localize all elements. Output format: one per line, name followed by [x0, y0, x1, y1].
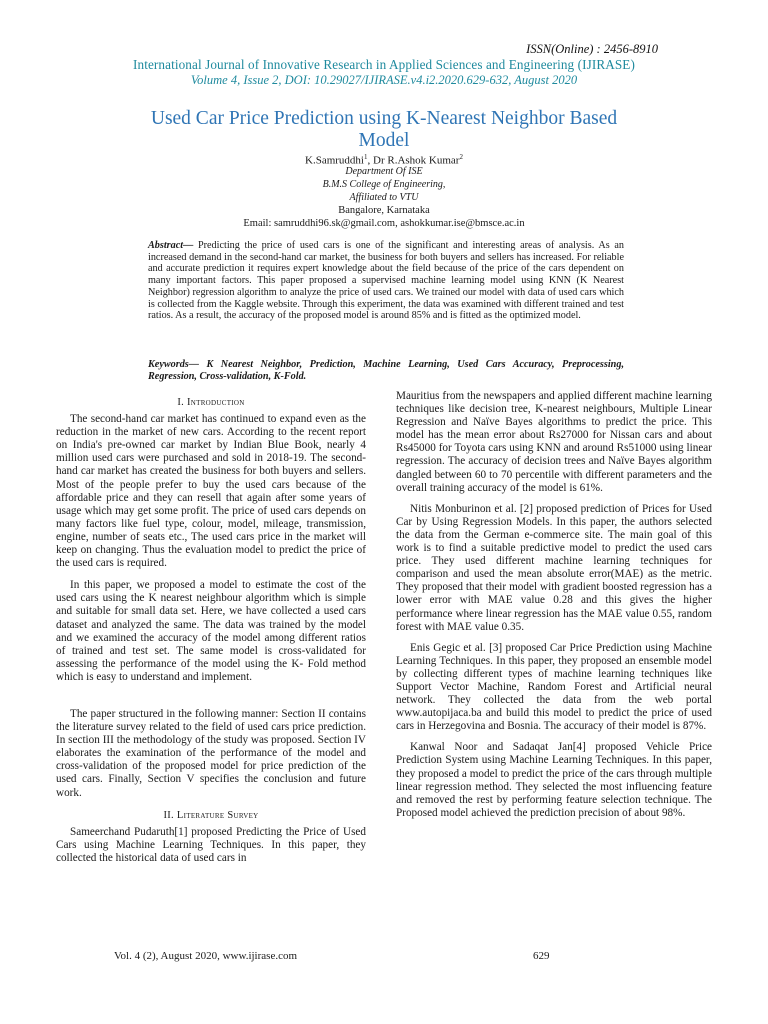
paper-title: [110, 108, 658, 152]
section-heading-introduction: I. Introduction: [177, 397, 245, 408]
page-number: 629: [533, 950, 550, 962]
title-line-2: Model: [358, 130, 410, 151]
right-paragraph-2: Nitis Monburinon et al. [2] proposed prediction of Prices for Used Car by Using Regression Models. In this paper, the authors selected the data from the German e-commerce site. The main goal of this work is to find a suitable predictive model to predict the used cars price. They used different machine learning techniques for comparison and used the mean absolute error(MAE) as the metric. They proposed that their model with gradient boosted regression has a lower error with MAE value 0.28 and this gives the higher performance where linear regression has the MAE value 0.55, random forest with MAE value 0.35.: [396, 502, 712, 633]
footer-citation: Vol. 4 (2), August 2020, www.ijirase.com: [114, 950, 298, 962]
right-column: [396, 390, 712, 820]
intro-paragraph-3: The paper structured in the following manner: Section II contains the literature survey related to the field of used cars price prediction. In section III the methodology of the study was proposed. Section IV elaborates the examination of the performance of the model and cross-validation of the proposed model for price prediction of the used cars. Finally, Section V specifies the conclusion and future work.: [56, 707, 366, 799]
author-2-sup: 2: [459, 153, 463, 161]
keywords: Keywords— K Nearest Neighbor, Prediction, Machine Learning, Used Cars Accuracy, Preprocessing, Regression, Cross-validation, K-Fold.: [148, 359, 624, 382]
abstract-text: Predicting the price of used cars is one of the significant and interesting areas of analysis. As an increased demand in the second-hand car market, the business for both buyers and sellers has increased. For reliable and accurate prediction it requires expert knowledge about the field because of the price of the cars dependent on many important factors. This paper proposed a supervised machine learning model using KNN (K Nearest Neighbor) regression algorithm to analyze the price of used cars. We trained our model with data of used cars which is collected from the Kaggle website. Through this experiment, the data was examined with different trained and test ratios. As a result, the accuracy of the proposed model is around 85% and is fitted as the optimized model.: [148, 240, 624, 322]
abstract-label: Abstract—: [148, 240, 194, 251]
right-paragraph-3: Enis Gegic et al. [3] proposed Car Price Prediction using Machine Learning Techniques. In this paper, they proposed an ensemble model by collecting different types of machine learning techniques like Support Vector Machine, Random Forest and Artificial neural network. They collected the data from the web portal www.autopijaca.ba and build this model to predict the price of used cars in Herzegovina and Bosnia. The accuracy of their model is 87%.: [396, 641, 712, 733]
college: B.M.S College of Engineering,: [322, 179, 446, 190]
department: Department Of ISE: [345, 166, 423, 177]
intro-paragraph-2: In this paper, we proposed a model to estimate the cost of the used cars using the K nearest neighbour algorithm which is simple and suitable for small data set. Here, we have collected a used cars dataset and analyzed the same. The data was trained by the model and we examined the accuracy of the model among different ratios of trained and test set. The same model is cross-validated for assessing the performance of the model using the K- Fold method which is easy to understand and implement.: [56, 579, 366, 683]
section-heading-literature: II. Literature Survey: [163, 809, 259, 821]
affiliation: Affiliated to VTU: [349, 192, 419, 203]
journal-name: International Journal of Innovative Research in Applied Sciences and Engineering (IJIRASE): [133, 57, 635, 72]
email-line: Email: samruddhi96.sk@gmail.com, ashokkumar.ise@bmsce.ac.in: [243, 218, 525, 229]
journal-volume-line: Volume 4, Issue 2, DOI: 10.29027/IJIRASE.v4.i2.2020.629-632, August 2020: [190, 73, 578, 87]
intro-paragraph-1: The second-hand car market has continued to expand even as the reduction in the market of new cars. According to the recent report on India's pre-owned car market by Indian Blue Book, nearly 4 million used cars were purchased and sold in 2018-19. The second-hand car market has created the business for both buyers and sellers. Most of the people prefer to buy the used cars because of the affordable price and they can resell that again after some years of usage which may get some profit. The price of used cars depends on many factors like fuel type, colour, model, mileage, transmission, engine, number of seats etc., The used cars price in the market will keep on changing. Thus the evaluation model to predict the price of the used cars is required.: [56, 413, 366, 570]
author-1-sup: 1: [364, 153, 368, 161]
left-column: [56, 396, 366, 865]
title-line-1: Used Car Price Prediction using K-Nearest Neighbor Based: [150, 108, 618, 129]
issn-line: ISSN(Online) : 2456-8910: [526, 42, 658, 56]
abstract-block: [148, 240, 624, 322]
author-1: K.Samruddhi: [305, 154, 364, 167]
author-separator: , Dr R.Ashok Kumar: [367, 154, 460, 167]
city: Bangalore, Karnataka: [338, 205, 430, 216]
literature-paragraph-1: Sameerchand Pudaruth[1] proposed Predicting the Price of Used Cars using Machine Learning Techniques. In this paper, they collected the historical data of used cars in: [56, 825, 366, 864]
right-paragraph-4: Kanwal Noor and Sadaqat Jan[4] proposed Vehicle Price Prediction System using Machine Learning Techniques. In this paper, they proposed a model to predict the price of the cars through multiple linear regression method. They selected the most influencing feature and removed the rest by performing feature selection technique. The Proposed model achieved the prediction precision of about 98%.: [396, 741, 712, 819]
right-paragraph-1: Mauritius from the newspapers and applied different machine learning techniques like decision tree, K-nearest neighbours, Multiple Linear Regression and Naïve Bayes algorithms to predict the price. This model has the mean error about Rs27000 for Nissan cars and about Rs45000 for Toyota cars using KNN and around Rs51000 using linear regression. The accuracy of decision trees and Naïve Bayes algorithm dangled between 60 to 70 percentile with different parameters and the overall training accuracy of the model is 61%.: [396, 390, 712, 494]
